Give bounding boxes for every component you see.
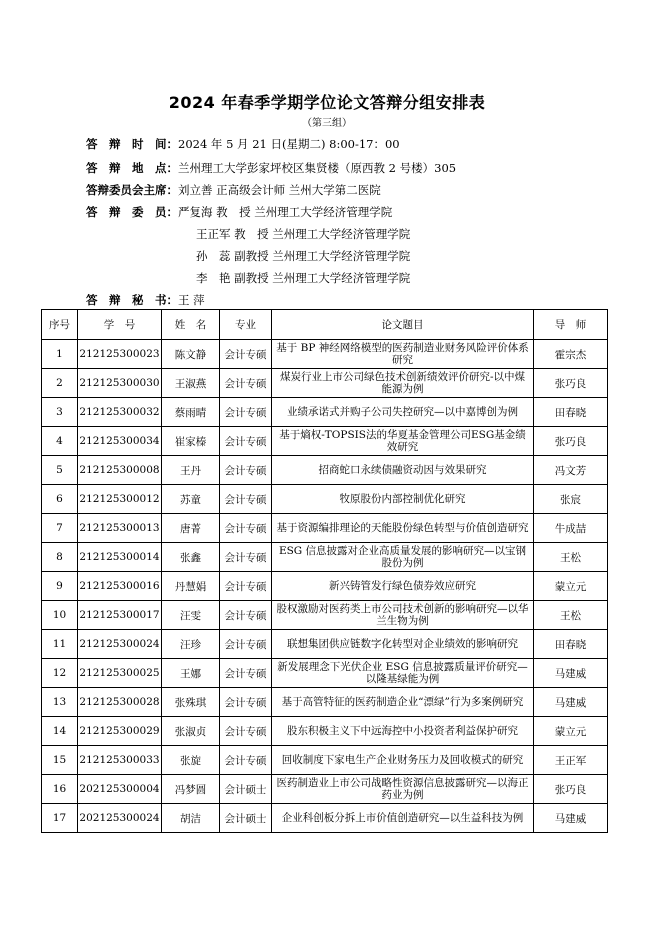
student-id: 212125300028 [78,688,162,717]
student-id: 212125300024 [78,630,162,659]
group-subtitle: （第三组） [302,118,352,129]
column-header-advisor: 导 师 [534,310,608,340]
student-name: 冯梦圆 [162,775,220,804]
advisor: 田春晓 [534,398,608,427]
major: 会计专硕 [220,746,272,775]
row-index: 12 [42,659,78,688]
advisor: 张巧良 [534,427,608,456]
row-index: 14 [42,717,78,746]
thesis-title: 牧原股份内部控制优化研究 [272,485,534,514]
advisor: 张巧良 [534,775,608,804]
thesis-title: 新发展理念下光伏企业 ESG 信息披露质量评价研究—以隆基绿能为例 [272,659,534,688]
thesis-title: 医药制造业上市公司战略性资源信息披露研究—以海正药业为例 [272,775,534,804]
advisor: 牛成喆 [534,514,608,543]
table-row [42,659,608,688]
major: 会计专硕 [220,659,272,688]
student-name: 汪雯 [162,601,220,630]
table-row [42,601,608,630]
advisor: 田春晓 [534,630,608,659]
defense-time-label: 答 辩 时 间： [86,137,178,151]
thesis-title: 煤炭行业上市公司绿色技术创新绩效评价研究-以中煤能源为例 [272,369,534,398]
committee-member: 严复海 教 授 兰州理工大学经济管理学院 [178,205,393,219]
student-id: 212125300033 [78,746,162,775]
thesis-title: 股东积极主义下中远海控中小投资者利益保护研究 [272,717,534,746]
major: 会计专硕 [220,427,272,456]
student-name: 苏童 [162,485,220,514]
student-id: 212125300029 [78,717,162,746]
student-name: 王淑燕 [162,369,220,398]
student-name: 张旋 [162,746,220,775]
advisor: 马建威 [534,688,608,717]
row-index: 10 [42,601,78,630]
thesis-title: 基于高管特征的医药制造企业“漂绿”行为多案例研究 [272,688,534,717]
student-id: 212125300008 [78,456,162,485]
major: 会计硕士 [220,775,272,804]
advisor: 张宸 [534,485,608,514]
table-row [42,746,608,775]
student-id: 212125300017 [78,601,162,630]
thesis-title: ESG 信息披露对企业高质量发展的影响研究—以宝钢股份为例 [272,543,534,572]
student-name: 胡洁 [162,804,220,833]
student-id: 212125300013 [78,514,162,543]
row-index: 11 [42,630,78,659]
student-name: 张殊琪 [162,688,220,717]
major: 会计专硕 [220,717,272,746]
table-row [42,688,608,717]
major: 会计专硕 [220,601,272,630]
row-index: 17 [42,804,78,833]
student-name: 唐菁 [162,514,220,543]
table-row [42,427,608,456]
table-row [42,485,608,514]
defense-place-line [86,160,456,176]
advisor: 冯文芳 [534,456,608,485]
advisor: 马建威 [534,804,608,833]
column-header-student-id: 学 号 [78,310,162,340]
student-id: 212125300032 [78,398,162,427]
student-name: 王丹 [162,456,220,485]
major: 会计专硕 [220,456,272,485]
major: 会计专硕 [220,543,272,572]
table-row [42,514,608,543]
advisor: 霍宗杰 [534,340,608,369]
row-index: 15 [42,746,78,775]
advisor: 蒙立元 [534,717,608,746]
committee-member: 李 艳 副教授 兰州理工大学经济管理学院 [196,271,411,285]
defense-place-value: 兰州理工大学彭家坪校区集贤楼（原西教 2 号楼）305 [178,161,457,175]
column-header-major: 专业 [220,310,272,340]
row-index: 13 [42,688,78,717]
committee-chair-line [86,182,381,198]
student-id: 202125300004 [78,775,162,804]
table-row [42,717,608,746]
student-id: 212125300023 [78,340,162,369]
table-header-row [42,310,608,340]
student-name: 张淑贞 [162,717,220,746]
committee-chair-label: 答辩委员会主席： [86,183,178,197]
row-index: 4 [42,427,78,456]
advisor: 蒙立元 [534,572,608,601]
table-row [42,543,608,572]
student-name: 丹慧娟 [162,572,220,601]
student-name: 陈文静 [162,340,220,369]
row-index: 9 [42,572,78,601]
advisor: 王松 [534,601,608,630]
secretary-label: 答 辩 秘 书： [86,293,178,307]
student-name: 张鑫 [162,543,220,572]
thesis-title: 回收制度下家电生产企业财务压力及回收模式的研究 [272,746,534,775]
student-id: 212125300025 [78,659,162,688]
advisor: 王松 [534,543,608,572]
major: 会计专硕 [220,688,272,717]
major: 会计专硕 [220,485,272,514]
major: 会计专硕 [220,369,272,398]
student-name: 蔡雨晴 [162,398,220,427]
thesis-title: 股权激励对医药类上市公司技术创新的影响研究—以华兰生物为例 [272,601,534,630]
committee-members-line [86,204,392,220]
row-index: 16 [42,775,78,804]
document-title: 2024 年春季学期学位论文答辩分组安排表 [168,93,486,112]
secretary-value: 王 萍 [178,293,205,307]
defense-place-label: 答 辩 地 点： [86,161,178,175]
table-row [42,369,608,398]
major: 会计专硕 [220,514,272,543]
table-row [42,398,608,427]
committee-chair-value: 刘立善 正高级会计师 兰州大学第二医院 [178,183,381,197]
schedule-table [41,309,608,833]
student-name: 王娜 [162,659,220,688]
thesis-title: 招商蛇口永续债融资动因与效果研究 [272,456,534,485]
student-id: 202125300024 [78,804,162,833]
table-row [42,630,608,659]
table-row [42,456,608,485]
committee-members-label: 答 辩 委 员： [86,205,178,219]
committee-member: 王正军 教 授 兰州理工大学经济管理学院 [196,227,411,241]
thesis-title: 联想集团供应链数字化转型对企业绩效的影响研究 [272,630,534,659]
advisor: 张巧良 [534,369,608,398]
student-id: 212125300034 [78,427,162,456]
major: 会计专硕 [220,398,272,427]
major: 会计专硕 [220,572,272,601]
thesis-title: 基于 BP 神经网络模型的医药制造业财务风险评价体系研究 [272,340,534,369]
major: 会计硕士 [220,804,272,833]
student-id: 212125300014 [78,543,162,572]
defense-time-line [86,136,400,152]
student-name: 崔家榛 [162,427,220,456]
row-index: 7 [42,514,78,543]
table-row [42,804,608,833]
advisor: 王正军 [534,746,608,775]
student-id: 212125300012 [78,485,162,514]
major: 会计专硕 [220,340,272,369]
table-row [42,775,608,804]
committee-member: 孙 蕊 副教授 兰州理工大学经济管理学院 [196,249,411,263]
major: 会计专硕 [220,630,272,659]
thesis-title: 基于资源编排理论的天能股份绿色转型与价值创造研究 [272,514,534,543]
column-header-name: 姓 名 [162,310,220,340]
secretary-line [86,292,205,308]
row-index: 5 [42,456,78,485]
student-id: 212125300030 [78,369,162,398]
row-index: 6 [42,485,78,514]
row-index: 2 [42,369,78,398]
row-index: 3 [42,398,78,427]
thesis-title: 新兴铸管发行绿色债券效应研究 [272,572,534,601]
table-row [42,572,608,601]
row-index: 8 [42,543,78,572]
table-row [42,340,608,369]
thesis-title: 业绩承诺式并购子公司失控研究—以中嘉博创为例 [272,398,534,427]
defense-time-value: 2024 年 5 月 21 日(星期二) 8:00-17：00 [178,137,400,151]
thesis-title: 基于熵权-TOPSIS法的华夏基金管理公司ESG基金绩效研究 [272,427,534,456]
advisor: 马建威 [534,659,608,688]
row-index: 1 [42,340,78,369]
column-header-thesis-title: 论文题目 [272,310,534,340]
student-id: 212125300016 [78,572,162,601]
thesis-title: 企业科创板分拆上市价值创造研究—以生益科技为例 [272,804,534,833]
student-name: 汪珍 [162,630,220,659]
column-header-index: 序号 [42,310,78,340]
